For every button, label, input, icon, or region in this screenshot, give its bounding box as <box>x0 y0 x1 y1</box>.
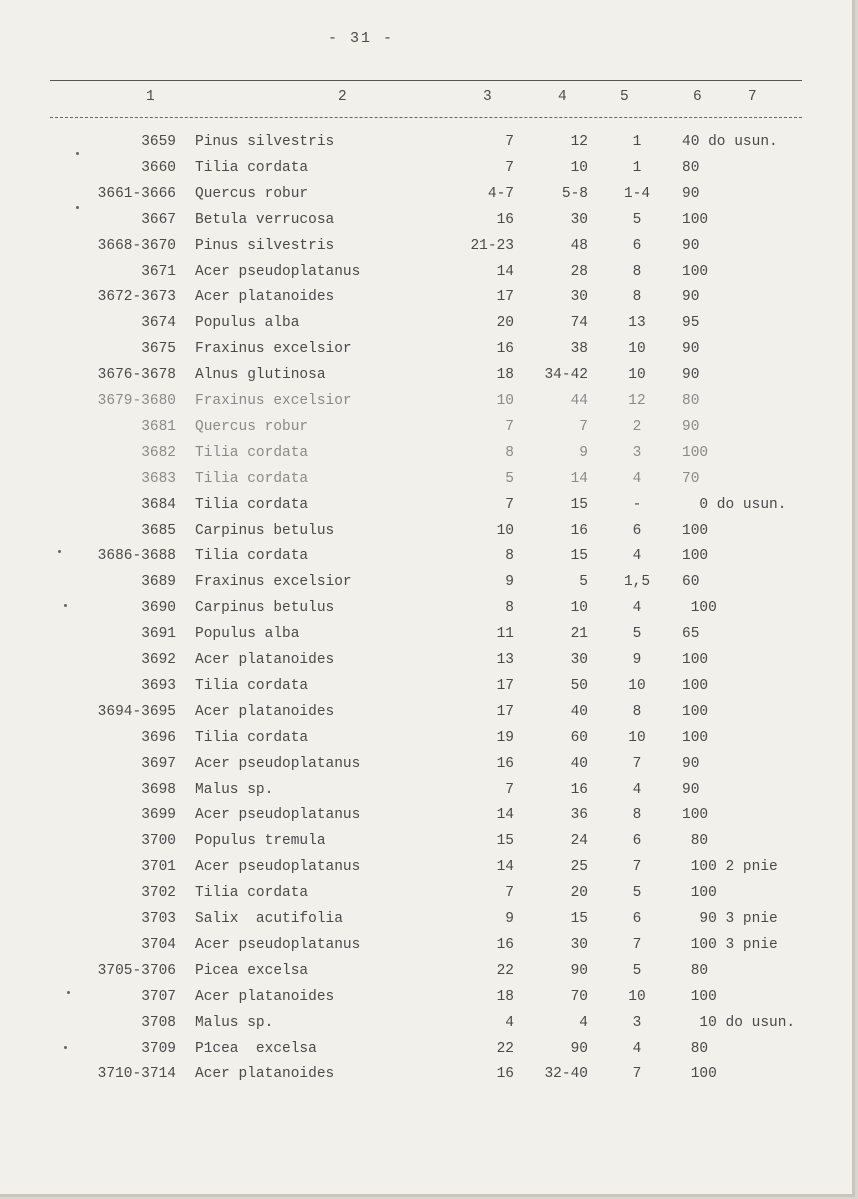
col5-value: 8 <box>632 263 642 280</box>
table-row <box>0 238 858 264</box>
col4-value: 38 <box>570 341 588 358</box>
col3-value: 18 <box>496 367 514 384</box>
species-name: Populus alba <box>195 315 300 332</box>
col3-value: 16 <box>496 341 514 358</box>
table-row <box>0 833 858 859</box>
col6-value: 90 <box>682 237 700 254</box>
tree-number: 3659 <box>141 134 176 150</box>
col3-value: 16 <box>496 211 514 228</box>
col5-value: 10 <box>628 988 646 1005</box>
col4-value: 60 <box>570 729 588 746</box>
table-row <box>0 445 858 471</box>
species-name: Acer pseudoplatanus <box>195 859 361 876</box>
tree-number: 3668-3670 <box>97 237 176 254</box>
col6-value: 90 <box>682 367 700 384</box>
species-name: Fraxinus excelsior <box>195 341 352 358</box>
col3-value: 15 <box>496 833 514 850</box>
col4-value: 15 <box>570 911 588 927</box>
species-name: Tilia cordata <box>195 548 309 565</box>
col6-value: 90 <box>682 755 700 772</box>
col4-value: 12 <box>570 134 588 150</box>
col3-value: 4-7 <box>487 185 514 202</box>
col3-value: 16 <box>496 1066 514 1083</box>
table-row <box>0 160 858 186</box>
col3-value: 9 <box>505 574 514 591</box>
col3-value: 10 <box>496 522 514 539</box>
tree-number: 3697 <box>141 755 176 772</box>
table-row <box>0 471 858 497</box>
col6-value: 100 <box>682 807 709 824</box>
col6-value: 100 <box>682 522 709 539</box>
species-name: Pinus silvestris <box>195 134 335 150</box>
species-name: Malus sp. <box>195 781 274 798</box>
table-row <box>0 548 858 574</box>
species-name: Acer platanoides <box>195 289 335 306</box>
col4-value: 15 <box>570 548 588 565</box>
tree-number: 3709 <box>141 1040 176 1057</box>
species-name: Tilia cordata <box>195 159 309 176</box>
col4-value: 28 <box>570 263 588 280</box>
col5-value: - <box>632 496 642 513</box>
col5-value: 1 <box>632 159 642 176</box>
tree-number: 3661-3666 <box>97 185 176 202</box>
tree-number: 3691 <box>141 626 176 643</box>
col6-value: 100 3 pnie <box>682 936 778 953</box>
col5-value: 7 <box>632 859 642 876</box>
species-name: Acer pseudoplatanus <box>195 755 361 772</box>
col6-value: 100 <box>682 729 709 746</box>
col4-value: 15 <box>570 496 588 513</box>
column-header-3: 3 <box>483 89 492 105</box>
column-header-6: 6 <box>693 89 702 105</box>
table-row <box>0 652 858 678</box>
col4-value: 5 <box>579 574 588 591</box>
tree-number: 3701 <box>141 859 176 876</box>
col5-value: 7 <box>632 936 642 953</box>
col6-value: 70 <box>682 470 700 487</box>
col5-value: 1 <box>632 134 642 150</box>
tree-number: 3693 <box>141 677 176 694</box>
col4-value: 90 <box>570 1040 588 1057</box>
tree-number: 3681 <box>141 418 176 435</box>
species-name: Acer platanoides <box>195 703 335 720</box>
col6-value: 100 <box>682 652 709 668</box>
col4-value: 10 <box>570 600 588 617</box>
table-row <box>0 574 858 600</box>
col3-value: 9 <box>505 911 514 927</box>
col5-value: 7 <box>632 1066 642 1083</box>
tree-number: 3703 <box>141 911 176 927</box>
col3-value: 7 <box>505 134 514 150</box>
col4-value: 48 <box>570 237 588 254</box>
column-header-4: 4 <box>558 89 567 105</box>
table-row <box>0 756 858 782</box>
col3-value: 22 <box>496 1040 514 1057</box>
paper-speck <box>64 1046 67 1049</box>
col6-value: 80 <box>682 962 709 979</box>
paper-speck <box>64 604 67 607</box>
col6-value: 60 <box>682 574 700 591</box>
table-top-rule <box>50 80 802 81</box>
species-name: Quercus robur <box>195 185 309 202</box>
col5-value: 3 <box>632 1014 642 1031</box>
col6-value: 90 <box>682 418 700 435</box>
species-name: Betula verrucosa <box>195 211 335 228</box>
tree-number: 3707 <box>141 988 176 1005</box>
species-name: Tilia cordata <box>195 885 309 902</box>
species-name: Tilia cordata <box>195 496 309 513</box>
col5-value: 6 <box>632 237 642 254</box>
table-row <box>0 782 858 808</box>
tree-number: 3694-3695 <box>97 703 176 720</box>
col5-value: 10 <box>628 341 646 358</box>
col5-value: 8 <box>632 289 642 306</box>
species-name: Acer platanoides <box>195 988 335 1005</box>
table-row <box>0 523 858 549</box>
table-row <box>0 419 858 445</box>
col5-value: 10 <box>628 729 646 746</box>
tree-number: 3692 <box>141 652 176 668</box>
tree-number: 3667 <box>141 211 176 228</box>
col3-value: 4 <box>505 1014 514 1031</box>
table-row <box>0 885 858 911</box>
col4-value: 16 <box>570 781 588 798</box>
table-row <box>0 704 858 730</box>
col4-value: 50 <box>570 677 588 694</box>
col6-value: 95 <box>682 315 700 332</box>
table-row <box>0 186 858 212</box>
col4-value: 4 <box>579 1014 588 1031</box>
species-name: Quercus robur <box>195 418 309 435</box>
table-row <box>0 911 858 937</box>
col3-value: 14 <box>496 859 514 876</box>
col3-value: 17 <box>496 677 514 694</box>
col5-value: 5 <box>632 885 642 902</box>
species-name: Tilia cordata <box>195 470 309 487</box>
table-row <box>0 497 858 523</box>
col6-value: 100 <box>682 211 709 228</box>
table-row <box>0 730 858 756</box>
col4-value: 40 <box>570 755 588 772</box>
col3-value: 20 <box>496 315 514 332</box>
page-number: - 31 - <box>328 30 395 47</box>
col6-value: 100 <box>682 677 709 694</box>
col4-value: 25 <box>570 859 588 876</box>
col3-value: 7 <box>505 781 514 798</box>
species-name: Tilia cordata <box>195 729 309 746</box>
col6-value: 65 <box>682 626 700 643</box>
col5-value: 5 <box>632 626 642 643</box>
col5-value: 12 <box>628 393 646 409</box>
col5-value: 8 <box>632 807 642 824</box>
col4-value: 21 <box>570 626 588 643</box>
col3-value: 7 <box>505 496 514 513</box>
col5-value: 5 <box>632 962 642 979</box>
col3-value: 14 <box>496 807 514 824</box>
col4-value: 20 <box>570 885 588 902</box>
species-name: Salix acutifolia <box>195 911 343 927</box>
col6-value: 90 <box>682 781 700 798</box>
col3-value: 22 <box>496 962 514 979</box>
col5-value: 10 <box>628 677 646 694</box>
paper-speck <box>58 550 61 553</box>
column-header-7: 7 <box>748 89 757 105</box>
col4-value: 34-42 <box>544 367 588 384</box>
tree-number: 3696 <box>141 729 176 746</box>
species-name: P1cea excelsa <box>195 1040 317 1057</box>
col4-value: 30 <box>570 936 588 953</box>
col6-value: 80 <box>682 833 709 850</box>
species-name: Acer platanoides <box>195 652 335 668</box>
col3-value: 10 <box>496 393 514 409</box>
col4-value: 24 <box>570 833 588 850</box>
tree-number: 3710-3714 <box>97 1066 176 1083</box>
col3-value: 17 <box>496 703 514 720</box>
col4-value: 70 <box>570 988 588 1005</box>
species-name: Pinus silvestris <box>195 237 335 254</box>
col6-value: 90 <box>682 185 700 202</box>
header-bottom-rule <box>50 117 802 118</box>
col6-value: 100 <box>682 263 709 280</box>
paper-speck <box>67 991 70 994</box>
tree-number: 3672-3673 <box>97 289 176 306</box>
tree-number: 3684 <box>141 496 176 513</box>
col3-value: 8 <box>505 548 514 565</box>
col4-value: 36 <box>570 807 588 824</box>
col6-value: 100 <box>682 885 717 902</box>
col4-value: 5-8 <box>561 185 588 202</box>
table-row <box>0 626 858 652</box>
col5-value: 2 <box>632 418 642 435</box>
col4-value: 40 <box>570 703 588 720</box>
col6-value: 80 <box>682 1040 709 1057</box>
col4-value: 90 <box>570 962 588 979</box>
tree-number: 3698 <box>141 781 176 798</box>
species-name: Alnus glutinosa <box>195 367 326 384</box>
table-row <box>0 264 858 290</box>
col6-value: 90 <box>682 289 700 306</box>
table-row <box>0 600 858 626</box>
column-header-2: 2 <box>338 89 347 105</box>
tree-number: 3683 <box>141 470 176 487</box>
table-row <box>0 134 858 160</box>
col6-value: 100 <box>682 988 717 1005</box>
tree-number: 3705-3706 <box>97 962 176 979</box>
col5-value: 3 <box>632 444 642 461</box>
tree-number: 3686-3688 <box>97 548 176 565</box>
col4-value: 14 <box>570 470 588 487</box>
species-name: Acer pseudoplatanus <box>195 936 361 953</box>
table-row <box>0 678 858 704</box>
species-name: Populus alba <box>195 626 300 643</box>
tree-number: 3671 <box>141 263 176 280</box>
col5-value: 4 <box>632 781 642 798</box>
col4-value: 10 <box>570 159 588 176</box>
tree-number: 3702 <box>141 885 176 902</box>
col4-value: 9 <box>579 444 588 461</box>
table-row <box>0 393 858 419</box>
col6-value: 100 <box>682 1066 717 1083</box>
col5-value: 13 <box>628 315 646 332</box>
species-name: Fraxinus excelsior <box>195 574 352 591</box>
col6-value: 80 <box>682 159 700 176</box>
tree-number: 3689 <box>141 574 176 591</box>
col6-value: 90 3 pnie <box>682 911 778 927</box>
table-row <box>0 937 858 963</box>
col5-value: 4 <box>632 548 642 565</box>
table-row <box>0 212 858 238</box>
species-name: Tilia cordata <box>195 677 309 694</box>
column-header-1: 1 <box>146 89 155 105</box>
species-name: Acer platanoides <box>195 1066 335 1083</box>
table-row <box>0 963 858 989</box>
species-name: Picea excelsa <box>195 962 309 979</box>
col4-value: 44 <box>570 393 588 409</box>
col3-value: 16 <box>496 936 514 953</box>
col3-value: 7 <box>505 418 514 435</box>
species-name: Carpinus betulus <box>195 522 335 539</box>
tree-number: 3690 <box>141 600 176 617</box>
col6-value: 80 <box>682 393 700 409</box>
col6-value: 90 <box>682 341 700 358</box>
col6-value: 100 <box>682 600 717 617</box>
col3-value: 19 <box>496 729 514 746</box>
species-name: Carpinus betulus <box>195 600 335 617</box>
col3-value: 8 <box>505 600 514 617</box>
col4-value: 30 <box>570 652 588 668</box>
col5-value: 1,5 <box>623 574 651 591</box>
col3-value: 8 <box>505 444 514 461</box>
col5-value: 4 <box>632 470 642 487</box>
col5-value: 9 <box>632 652 642 668</box>
table-row <box>0 341 858 367</box>
col3-value: 16 <box>496 755 514 772</box>
table-row <box>0 367 858 393</box>
species-name: Populus tremula <box>195 833 326 850</box>
col4-value: 74 <box>570 315 588 332</box>
col3-value: 14 <box>496 263 514 280</box>
col5-value: 5 <box>632 211 642 228</box>
tree-number: 3700 <box>141 833 176 850</box>
col6-value: 100 <box>682 703 709 720</box>
tree-number: 3682 <box>141 444 176 461</box>
species-name: Fraxinus excelsior <box>195 393 352 409</box>
species-name: Acer pseudoplatanus <box>195 263 361 280</box>
tree-number: 3704 <box>141 936 176 953</box>
col4-value: 30 <box>570 211 588 228</box>
species-name: Tilia cordata <box>195 444 309 461</box>
col3-value: 7 <box>505 885 514 902</box>
table-row <box>0 289 858 315</box>
tree-number: 3679-3680 <box>97 393 176 409</box>
table-row <box>0 1041 858 1067</box>
column-header-5: 5 <box>620 89 629 105</box>
tree-number: 3676-3678 <box>97 367 176 384</box>
col6-value: 100 2 pnie <box>682 859 778 876</box>
table-row <box>0 859 858 885</box>
col3-value: 5 <box>505 470 514 487</box>
col5-value: 6 <box>632 911 642 927</box>
tree-number: 3660 <box>141 159 176 176</box>
col4-value: 30 <box>570 289 588 306</box>
col4-value: 32-40 <box>544 1066 588 1083</box>
species-name: Malus sp. <box>195 1014 274 1031</box>
col3-value: 7 <box>505 159 514 176</box>
paper-speck <box>76 152 79 155</box>
col6-value: 10 do usun. <box>682 1014 796 1031</box>
table-row <box>0 315 858 341</box>
table-row <box>0 807 858 833</box>
col3-value: 13 <box>496 652 514 668</box>
tree-number: 3674 <box>141 315 176 332</box>
tree-number: 3708 <box>141 1014 176 1031</box>
col5-value: 6 <box>632 522 642 539</box>
col4-value: 16 <box>570 522 588 539</box>
table-row <box>0 989 858 1015</box>
col5-value: 7 <box>632 755 642 772</box>
col5-value: 6 <box>632 833 642 850</box>
tree-number: 3699 <box>141 807 176 824</box>
col3-value: 17 <box>496 289 514 306</box>
species-name: Acer pseudoplatanus <box>195 807 361 824</box>
tree-number: 3675 <box>141 341 176 358</box>
col5-value: 10 <box>628 367 646 384</box>
col3-value: 18 <box>496 988 514 1005</box>
table-row <box>0 1066 858 1092</box>
col3-value: 11 <box>496 626 514 643</box>
col3-value: 21-23 <box>470 237 514 254</box>
table-row <box>0 1015 858 1041</box>
col5-value: 4 <box>632 1040 642 1057</box>
tree-number: 3685 <box>141 522 176 539</box>
col5-value: 4 <box>632 600 642 617</box>
col4-value: 7 <box>579 418 588 435</box>
paper-speck <box>76 206 79 209</box>
col6-value: 100 <box>682 444 709 461</box>
col5-value: 8 <box>632 703 642 720</box>
col6-value: 40 do usun. <box>682 134 778 150</box>
col6-value: 0 do usun. <box>682 496 787 513</box>
col6-value: 100 <box>682 548 709 565</box>
col5-value: 1-4 <box>623 185 651 202</box>
